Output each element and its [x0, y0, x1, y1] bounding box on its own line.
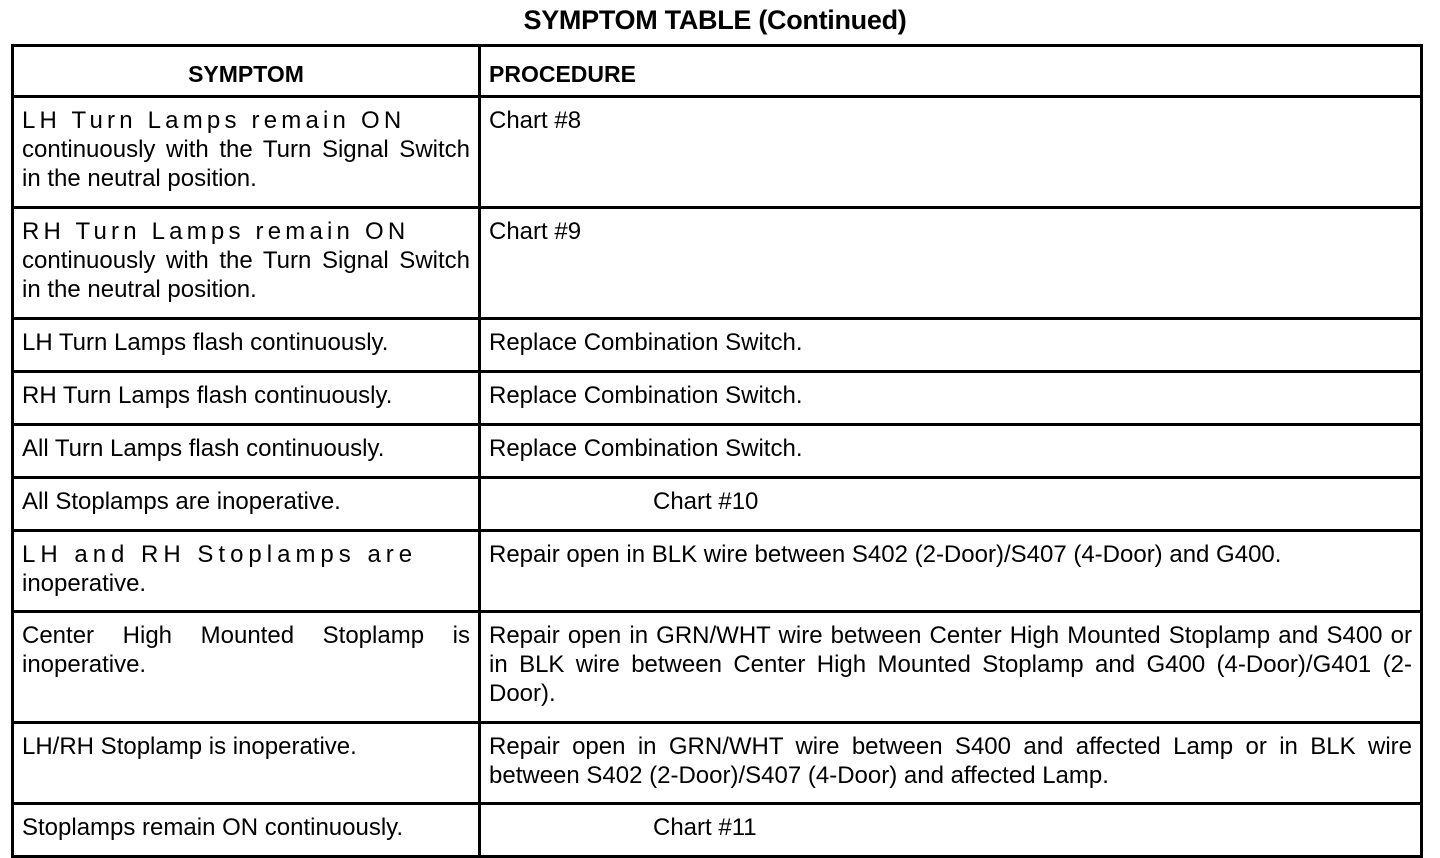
symptom-cell	[13, 208, 480, 319]
table-row	[13, 97, 1422, 208]
symptom-cell: Stoplamps remain ON continuously.	[13, 804, 480, 857]
procedure-cell: Replace Combination Switch.	[480, 319, 1422, 372]
column-header-symptom: SYMPTOM	[13, 46, 480, 97]
symptom-text: continuously with the Turn Signal Switch in the neutral position.	[22, 247, 470, 303]
symptom-text-line: LH and RH Stoplamps are	[22, 541, 418, 568]
table-row	[13, 723, 1422, 804]
symptom-cell	[13, 531, 480, 612]
page-title: SYMPTOM TABLE (Continued)	[523, 5, 907, 35]
procedure-cell: Chart #8	[480, 97, 1422, 208]
procedure-cell: Repair open in GRN/WHT wire between S400 and affected Lamp or in BLK wire between S402 (2-Door)/S407 (4-Door) and affected Lamp.	[480, 723, 1422, 804]
table-row	[13, 804, 1422, 857]
procedure-cell: Repair open in GRN/WHT wire between Center High Mounted Stoplamp and S400 or in BLK wire between Center High Mounted Stoplamp and G400 (4-Door)/G401 (2-Door).	[480, 612, 1422, 723]
procedure-cell: Repair open in BLK wire between S402 (2-Door)/S407 (4-Door) and G400.	[480, 531, 1422, 612]
column-header-procedure: PROCEDURE	[480, 46, 1422, 97]
table-row	[13, 531, 1422, 612]
symptom-cell: Center High Mounted Stoplamp is inoperative.	[13, 612, 480, 723]
symptom-cell: All Stoplamps are inoperative.	[13, 478, 480, 531]
table-row	[13, 208, 1422, 319]
symptom-table	[11, 44, 1423, 858]
symptom-cell: RH Turn Lamps flash continuously.	[13, 372, 480, 425]
symptom-cell: All Turn Lamps flash continuously.	[13, 425, 480, 478]
procedure-cell: Chart #10	[480, 478, 1422, 531]
symptom-text: inoperative.	[22, 570, 147, 597]
table-row	[13, 425, 1422, 478]
procedure-cell: Chart #11	[480, 804, 1422, 857]
symptom-text-line: RH Turn Lamps remain ON	[22, 218, 410, 245]
symptom-text: continuously with the Turn Signal Switch in the neutral position.	[22, 136, 470, 192]
procedure-cell: Replace Combination Switch.	[480, 425, 1422, 478]
procedure-cell: Chart #9	[480, 208, 1422, 319]
table-row	[13, 372, 1422, 425]
table-row	[13, 319, 1422, 372]
table-header-row	[13, 46, 1422, 97]
table-row	[13, 478, 1422, 531]
table-row	[13, 612, 1422, 723]
procedure-cell: Replace Combination Switch.	[480, 372, 1422, 425]
symptom-cell: LH/RH Stoplamp is inoperative.	[13, 723, 480, 804]
symptom-cell	[13, 97, 480, 208]
symptom-cell: LH Turn Lamps flash continuously.	[13, 319, 480, 372]
symptom-text-line: LH Turn Lamps remain ON	[22, 107, 406, 134]
